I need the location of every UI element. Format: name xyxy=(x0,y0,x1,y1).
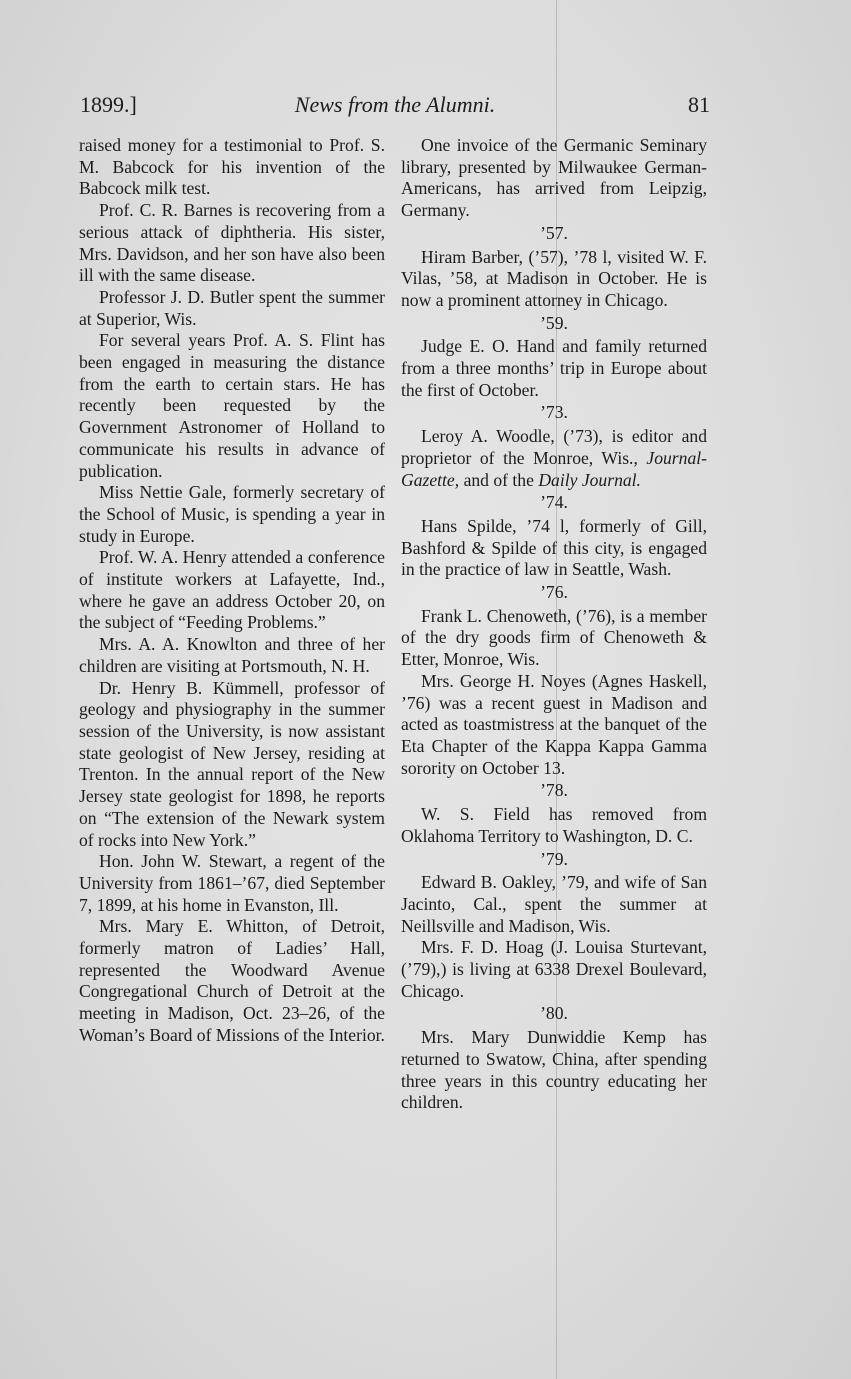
left-column xyxy=(79,135,385,1047)
paragraph: Judge E. O. Hand and family returned from a three months’ trip in Europe about the first of October. xyxy=(401,336,707,400)
paragraph: Hans Spilde, ’74 l, formerly of Gill, Bashford & Spilde of this city, is engaged in the practice of law in Seattle, Wash. xyxy=(401,515,707,580)
paragraph: Mrs. A. A. Knowlton and three of her children are visiting at Portsmouth, N. H. xyxy=(79,634,385,676)
class-year-heading: ’73. xyxy=(540,402,568,423)
header-year: 1899.] xyxy=(80,92,137,117)
header-title: News from the Alumni. xyxy=(294,92,496,117)
class-year-heading: ’80. xyxy=(540,1003,568,1024)
class-year-heading: ’78. xyxy=(540,780,568,801)
newspaper-title: Journal-Gazette, xyxy=(401,447,707,490)
paragraph: Mrs. Mary Dunwiddie Kemp has returned to Swatow, China, after spending three years in this country educating her children. xyxy=(401,1027,707,1113)
paragraph xyxy=(401,426,707,491)
class-year-heading: ’74. xyxy=(540,492,568,513)
class-year-heading: ’59. xyxy=(540,312,568,333)
paragraph: Mrs. F. D. Hoag (J. Louisa Sturtevant, (’79),) is living at 6338 Drexel Boulevard, Chicago. xyxy=(401,937,707,1001)
paragraph: One invoice of the Germanic Seminary library, presented by Milwaukee German-Americans, has arrived from Leipzig, Germany. xyxy=(401,135,707,221)
paragraph: Edward B. Oakley, ’79, and wife of San Jacinto, Cal., spent the summer at Neillsville and Madison, Wis. xyxy=(401,872,707,936)
paragraph: Hiram Barber, (’57), ’78 l, visited W. F. Vilas, ’58, at Madison in October. He is now a prominent attorney in Chicago. xyxy=(401,246,707,310)
paragraph: Frank L. Chenoweth, (’76), is a member of the dry goods firm of Chenoweth & Etter, Monroe, Wis. xyxy=(401,605,707,670)
paragraph: Prof. W. A. Henry attended a conference of institute workers at Lafayette, Ind., where he gave an address October 20, on the subject of “Feeding Problems.” xyxy=(79,547,385,633)
newspaper-title: Daily Journal. xyxy=(538,469,641,490)
paragraph: W. S. Field has removed from Oklahoma Territory to Washington, D. C. xyxy=(401,804,707,846)
right-column xyxy=(401,135,707,1114)
paragraph: Mrs. George H. Noyes (Agnes Haskell, ’76) was a recent guest in Madison and acted as toastmistress at the banquet of the Eta Chapter of the Kappa Kappa Gamma sorority on October 13. xyxy=(401,670,707,778)
page-number: 81 xyxy=(688,92,710,117)
paragraph: Professor J. D. Butler spent the summer at Superior, Wis. xyxy=(79,286,385,329)
text-run: Leroy A. Woodle, (’73), is editor and proprietor of the Monroe, Wis., xyxy=(401,426,707,468)
class-year-heading: ’79. xyxy=(540,848,568,869)
running-header xyxy=(80,92,710,122)
paragraph: Miss Nettie Gale, formerly secretary of the School of Music, is spending a year in study in Europe. xyxy=(79,482,385,546)
class-year-heading: ’57. xyxy=(540,222,568,243)
paragraph: Dr. Henry B. Kümmell, professor of geology and physiography in the summer session of the University, is now assistant state geologist of New Jersey, residing at Trenton. In the annual report of the New Jersey state geologist for 1898, he reports on “The extension of the Newark system of rocks into New York.” xyxy=(79,677,385,850)
paragraph: For several years Prof. A. S. Flint has been engaged in measuring the distance from the earth to certain stars. He has recently been requested by the Government Astronomer of Holland to communicate his results in advance of publication. xyxy=(79,330,385,481)
paragraph: Prof. C. R. Barnes is recovering from a serious attack of diphtheria. His sister, Mrs. Davidson, and her son have also been ill with the same disease. xyxy=(79,200,385,286)
paragraph: Mrs. Mary E. Whitton, of Detroit, formerly matron of Ladies’ Hall, represented the Woodward Avenue Congregational Church of Detroit at the meeting in Madison, Oct. 23–26, of the Woman’s Board of Missions of the Interior. xyxy=(79,916,385,1045)
paragraph: raised money for a testimonial to Prof. S. M. Babcock for his invention of the Babcock milk test. xyxy=(79,135,385,199)
paragraph: Hon. John W. Stewart, a regent of the University from 1861–’67, died September 7, 1899, at his home in Evanston, Ill. xyxy=(79,851,385,915)
class-year-heading: ’76. xyxy=(540,582,568,603)
text-run: and of the xyxy=(463,469,534,490)
